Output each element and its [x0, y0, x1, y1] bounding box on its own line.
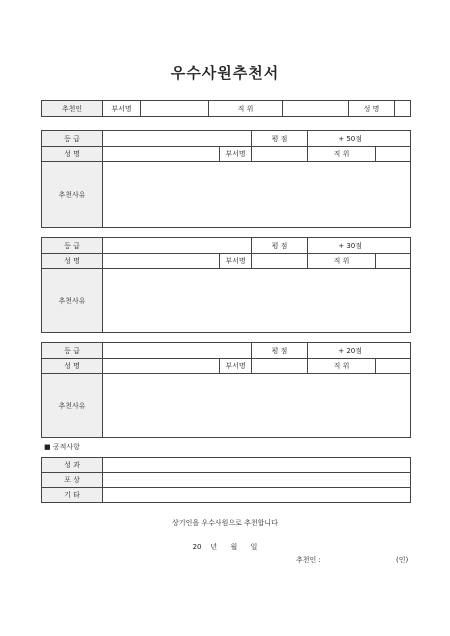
score-label: 평 점 [252, 131, 308, 147]
candidate-block-1 [41, 130, 411, 228]
position-field[interactable] [376, 359, 411, 374]
position-label: 직 위 [308, 254, 376, 269]
reason-label: 추천사유 [42, 269, 103, 333]
name-label: 성 명 [42, 147, 103, 162]
seal-mark: (인) [396, 556, 409, 564]
reason-label: 추천사유 [42, 374, 103, 438]
recommender-name-field[interactable] [395, 101, 411, 117]
merit-other-label: 기 타 [42, 488, 103, 503]
merit-award-label: 포 상 [42, 473, 103, 488]
candidate-block-2 [41, 237, 411, 333]
position-label: 직 위 [308, 359, 376, 374]
reason-field[interactable] [103, 374, 411, 438]
document-title: 우수사원추천서 [170, 64, 280, 82]
merit-performance-label: 성 과 [42, 458, 103, 473]
position-field[interactable] [376, 147, 411, 162]
date-line: 20 년 월 일 [192, 543, 258, 551]
grade-field[interactable] [103, 343, 252, 359]
reason-label: 추천사유 [42, 162, 103, 228]
score-value: + 30점 [308, 238, 411, 254]
dept-field[interactable] [252, 147, 308, 162]
position-field[interactable] [376, 254, 411, 269]
score-value: + 20점 [308, 343, 411, 359]
dept-label: 부서명 [220, 359, 252, 374]
position-label: 직 위 [308, 147, 376, 162]
merits-heading: ■ 공적사항 [44, 443, 80, 451]
dept-field[interactable] [252, 254, 308, 269]
merits-table [41, 457, 411, 503]
signer-label: 추천인 : [296, 556, 321, 564]
score-value: + 50점 [308, 131, 411, 147]
recommender-position-label: 직 위 [209, 101, 283, 117]
grade-label: 등 급 [42, 343, 103, 359]
dept-label: 부서명 [220, 254, 252, 269]
name-field[interactable] [103, 359, 220, 374]
candidate-block-3 [41, 342, 411, 438]
recommender-position-field[interactable] [283, 101, 349, 117]
grade-label: 등 급 [42, 238, 103, 254]
recommender-name-label: 성 명 [349, 101, 395, 117]
merit-award-field[interactable] [103, 473, 411, 488]
recommender-label: 추천인 [42, 101, 103, 117]
merit-performance-field[interactable] [103, 458, 411, 473]
name-field[interactable] [103, 147, 220, 162]
grade-field[interactable] [103, 238, 252, 254]
dept-field[interactable] [252, 359, 308, 374]
grade-field[interactable] [103, 131, 252, 147]
dept-label: 부서명 [220, 147, 252, 162]
recommender-table [41, 100, 411, 117]
recommend-statement: 상기인을 우수사원으로 추천합니다 [172, 519, 278, 527]
recommender-dept-label: 부서명 [103, 101, 141, 117]
name-field[interactable] [103, 254, 220, 269]
reason-field[interactable] [103, 269, 411, 333]
grade-label: 등 급 [42, 131, 103, 147]
name-label: 성 명 [42, 254, 103, 269]
score-label: 평 점 [252, 238, 308, 254]
score-label: 평 점 [252, 343, 308, 359]
recommender-dept-field[interactable] [141, 101, 209, 117]
name-label: 성 명 [42, 359, 103, 374]
merit-other-field[interactable] [103, 488, 411, 503]
reason-field[interactable] [103, 162, 411, 228]
